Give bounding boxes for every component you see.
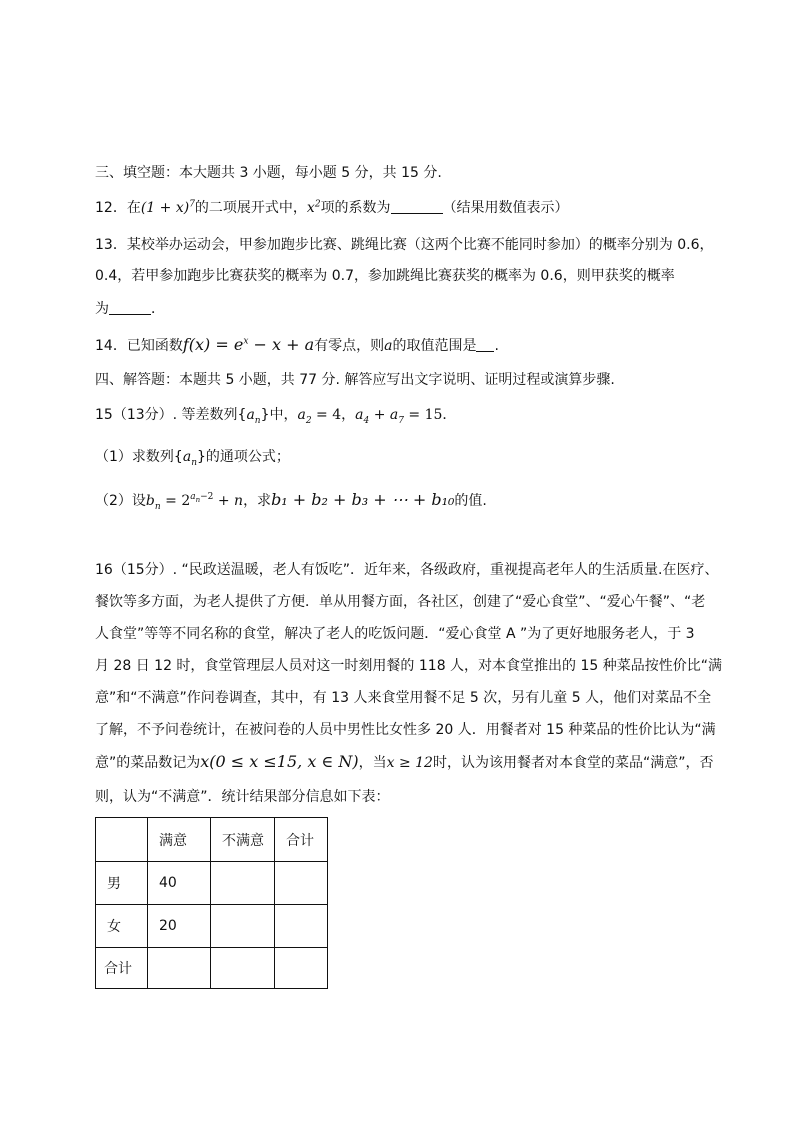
q14-func-base: f(x) = e (182, 335, 244, 354)
q15-b-definition (145, 492, 244, 512)
table-header-cell: 满意 (148, 818, 211, 862)
q15-part1-prefix: （1）求数列{ (95, 449, 183, 465)
q15-b-exp-sub: n (195, 496, 201, 505)
question-16-line-3: 人食堂”等等不同名称的食堂，解决了老人的吃饭问题．“爱心食堂 A ”为了更好地服务老人，于 3 (95, 626, 695, 642)
q14-variable: a (384, 338, 393, 354)
q16-line7-mid: ，当 (358, 755, 387, 771)
q12-number: 12．在 (95, 200, 141, 216)
q16-line7-cond: x ≥ 12 (386, 755, 433, 771)
q16-line7-math: x(0 ≤ x ≤15, x ∈ N) (200, 752, 359, 771)
q12-term-exponent: 2 (314, 199, 321, 210)
q15-part1-seq-sub: n (191, 457, 197, 468)
table-cell[interactable] (275, 905, 328, 948)
q15-cond2-val: = 15 (403, 407, 443, 423)
q15-seq-sub: n (254, 415, 261, 426)
question-16-line-5: 意”和“不满意”作问卷调查，其中，有 13 人来食堂用餐不足 5 次，另有儿童 5 人，他们对菜品不全 (95, 690, 712, 706)
q15-b-sub: n (154, 501, 161, 512)
q12-middle: 的二项展开式中， (194, 200, 307, 216)
q16-line7-prefix: 意”的菜品数记为 (95, 755, 201, 771)
q12-note: （结果用数值表示） (442, 200, 569, 216)
q15-cond2-mid: + a (369, 407, 399, 423)
question-16-line-1: 16（15分）. “民政送温暖，老人有饭吃”．近年来，各级政府，重视提高老年人的生活质量.在医疗、 (95, 562, 719, 578)
q15-part2-prefix: （2）设 (95, 493, 146, 509)
q14-mid: 有零点，则 (314, 338, 385, 354)
table-cell[interactable] (275, 948, 328, 989)
question-13-line-1: 13．某校举办运动会，甲参加跑步比赛、跳绳比赛（这两个比赛不能同时参加）的概率分别为 0.6， (95, 237, 714, 253)
q13-suffix: ． (151, 301, 165, 317)
q15-part1-seq-letter: a (182, 449, 192, 465)
q14-prefix: 14．已知函数 (95, 338, 183, 354)
q14-func-tail: − x + a (248, 335, 315, 354)
q14-answer-blank[interactable] (476, 337, 494, 352)
q15-seq-letter: a (246, 407, 255, 423)
question-15-part-2 (95, 490, 487, 511)
table-cell[interactable] (211, 862, 275, 905)
q15-cond2-letter: a (355, 407, 364, 423)
q15-seq (246, 407, 261, 426)
q15-cond1-sub: 2 (305, 415, 312, 426)
q15-intro: 15（13分）. 等差数列{ (95, 407, 247, 423)
q15-sum: b₁ + b₂ + b₃ + ⋯ + b₁₀ (271, 490, 455, 509)
question-13-line-3 (95, 299, 165, 319)
question-15-part-1 (95, 447, 290, 467)
q12-tail: 项的系数为 (320, 200, 391, 216)
q15-b-exp: a (190, 492, 196, 503)
question-16-line-4: 月 28 日 12 时，食堂管理层人员对这一时刻用餐的 118 人，对本食堂推出的 15 种菜品按性价比“满 (95, 658, 723, 674)
q15-cond1-letter: a (297, 407, 306, 423)
q16-line7-suffix: 时，认为该用餐者对本食堂的菜品“满意”，否 (432, 755, 714, 771)
question-16-line-7 (95, 752, 713, 773)
table-row (96, 905, 328, 948)
q15-part1-suffix: }的通项公式； (196, 449, 290, 465)
question-15-intro (95, 405, 456, 425)
q15-cond2 (355, 407, 443, 426)
table-header-cell: 合计 (275, 818, 328, 862)
table-cell[interactable] (211, 948, 275, 989)
table-row (96, 948, 328, 989)
q13-prefix: 为 (95, 301, 109, 317)
q12-expr-base: (1 + x) (140, 200, 190, 216)
table-header-row (96, 818, 328, 862)
q14-tail: 的取值范围是 (392, 338, 477, 354)
q12-expr-exponent: 7 (189, 199, 195, 210)
q14-function (183, 335, 314, 354)
table-cell[interactable] (275, 862, 328, 905)
q12-term (307, 200, 321, 216)
q15-intro2: }中， (260, 407, 298, 423)
q15-b-tail: + n (213, 493, 244, 509)
q12-term-base: x (306, 200, 315, 216)
table-cell: 20 (148, 905, 211, 948)
question-16-line-8: 则，认为“不满意”．统计结果部分信息如下表： (95, 789, 390, 805)
q15-separator: ， (341, 407, 356, 423)
table-row (96, 862, 328, 905)
question-13-line-2: 0.4，若甲参加跑步比赛获奖的概率为 0.7，参加跳绳比赛获奖的概率为 0.6，则甲获奖的概率 (95, 268, 675, 284)
q15-cond2-sub: 4 (363, 415, 370, 426)
q15-b-eq: = 2 (160, 493, 191, 509)
table-header-cell (96, 818, 148, 862)
table-header-cell: 不满意 (211, 818, 275, 862)
table-cell[interactable] (148, 948, 211, 989)
table-cell: 40 (148, 862, 211, 905)
table-cell[interactable] (211, 905, 275, 948)
section-3-heading: 三、填空题：本大题共 3 小题，每小题 5 分，共 15 分. (95, 165, 442, 181)
q15-part1-seq (182, 449, 197, 468)
q12-answer-blank[interactable] (391, 199, 443, 214)
q15-part2-end: 的值. (454, 493, 487, 509)
q15-cond1 (297, 407, 342, 426)
table-cell: 男 (96, 862, 148, 905)
q15-b-letter: b (145, 493, 155, 509)
section-4-heading: 四、解答题：本题共 5 小题，共 77 分. 解答应写出文字说明、证明过程或演算步骤. (95, 372, 615, 388)
q14-end: . (494, 338, 499, 354)
q15-cond1-val: = 4 (311, 407, 342, 423)
q12-expression (141, 200, 195, 216)
q15-b-exp-tail: −2 (200, 492, 214, 503)
table-cell: 女 (96, 905, 148, 948)
question-16-line-2: 餐饮等多方面，为老人提供了方便．单从用餐方面，各社区，创建了“爱心食堂”、“爱心午餐”、“老 (95, 594, 706, 610)
question-14 (95, 335, 499, 356)
q15-part2-mid: ，求 (243, 493, 272, 509)
question-12 (95, 198, 569, 218)
survey-table (95, 817, 328, 989)
q14-func-exponent: x (243, 336, 249, 347)
table-cell: 合计 (96, 948, 148, 989)
q13-answer-blank[interactable] (109, 300, 151, 315)
q15-cond2-sub2: 7 (398, 415, 404, 426)
q15-end: ． (442, 407, 457, 423)
question-16-line-6: 了解，不予问卷统计，在被问卷的人员中男性比女性多 20 人．用餐者对 15 种菜品的性价比认为“满 (95, 722, 716, 738)
